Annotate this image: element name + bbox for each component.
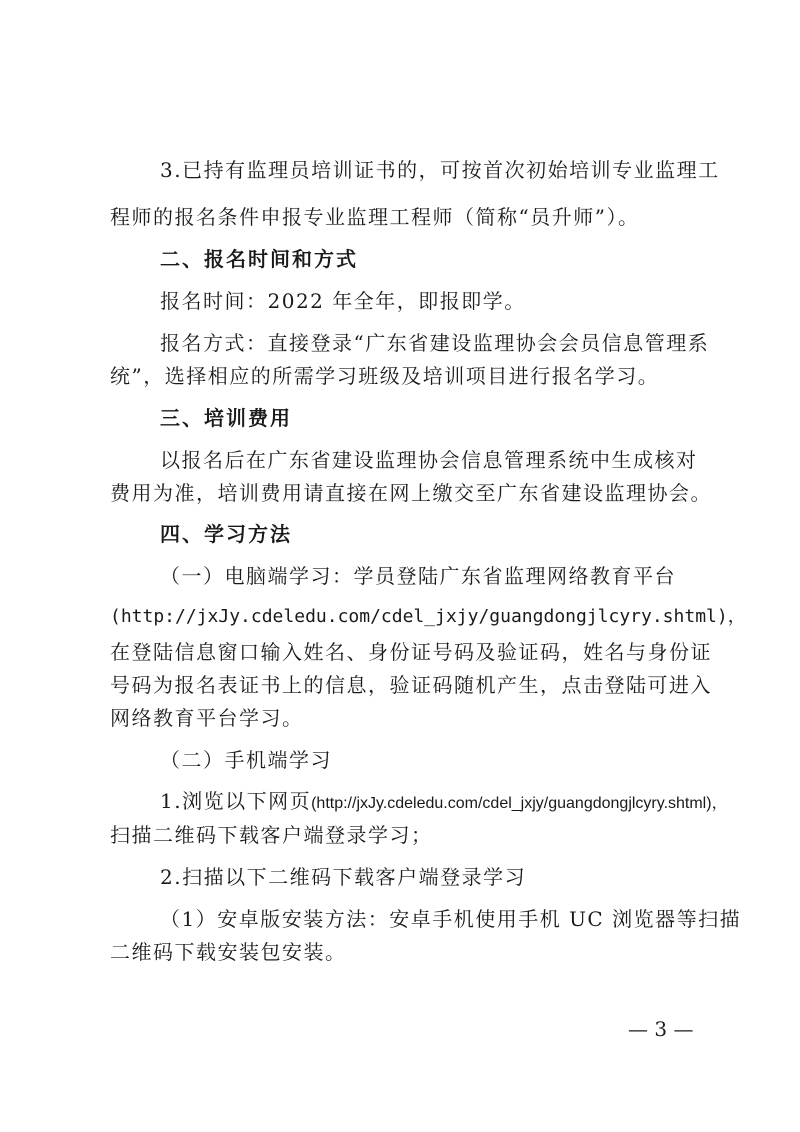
paragraph-line: 2.扫描以下二维码下载客户端登录学习 [160, 865, 527, 889]
paragraph-line: （二）手机端学习 [160, 748, 332, 772]
paragraph-line: 统”，选择相应的所需学习班级及培训项目进行报名学习。 [110, 364, 660, 388]
paragraph-line: 3.已持有监理员培训证书的，可按首次初始培训专业监理工 [160, 158, 720, 182]
paragraph-line: 程师的报名条件申报专业监理工程师（简称“员升师”）。 [110, 205, 640, 229]
paragraph-line: 以报名后在广东省建设监理协会信息管理系统中生成核对 [160, 448, 698, 472]
paragraph-line: 报名时间：2022 年全年，即报即学。 [160, 289, 526, 313]
paragraph-line: （一）电脑端学习：学员登陆广东省监理网络教育平台 [160, 564, 676, 588]
paragraph-line: 费用为准，培训费用请直接在网上缴交至广东省建设监理协会。 [110, 481, 712, 505]
url-text: (http://jxJy.cdeledu.com/cdel_jxjy/guangdongjlcyry.shtml)， [311, 795, 728, 812]
paragraph-line: 二维码下载安装包安装。 [110, 940, 347, 964]
paragraph-line [160, 788, 728, 817]
url-line: (http://jxJy.cdeledu.com/cdel_jxjy/guangdongjlcyry.shtml)， [110, 606, 746, 627]
paragraph-text: 1.浏览以下网页 [160, 789, 312, 813]
paragraph-line: 网络教育平台学习。 [110, 706, 304, 730]
paragraph-line: 在登陆信息窗口输入姓名、身份证号码及验证码，姓名与身份证 [110, 640, 712, 664]
section-heading: 三、培训费用 [160, 406, 292, 430]
paragraph-line: 号码为报名表证书上的信息，验证码随机产生，点击登陆可进入 [110, 673, 712, 697]
section-heading: 二、报名时间和方式 [160, 247, 358, 271]
page-number: — 3 — [628, 1017, 694, 1041]
section-heading: 四、学习方法 [160, 522, 292, 546]
paragraph-line: （1）安卓版安装方法：安卓手机使用手机 UC 浏览器等扫描 [160, 907, 742, 931]
paragraph-line: 报名方式：直接登录“广东省建设监理协会会员信息管理系 [160, 331, 710, 355]
paragraph-line: 扫描二维码下载客户端登录学习； [110, 823, 433, 847]
